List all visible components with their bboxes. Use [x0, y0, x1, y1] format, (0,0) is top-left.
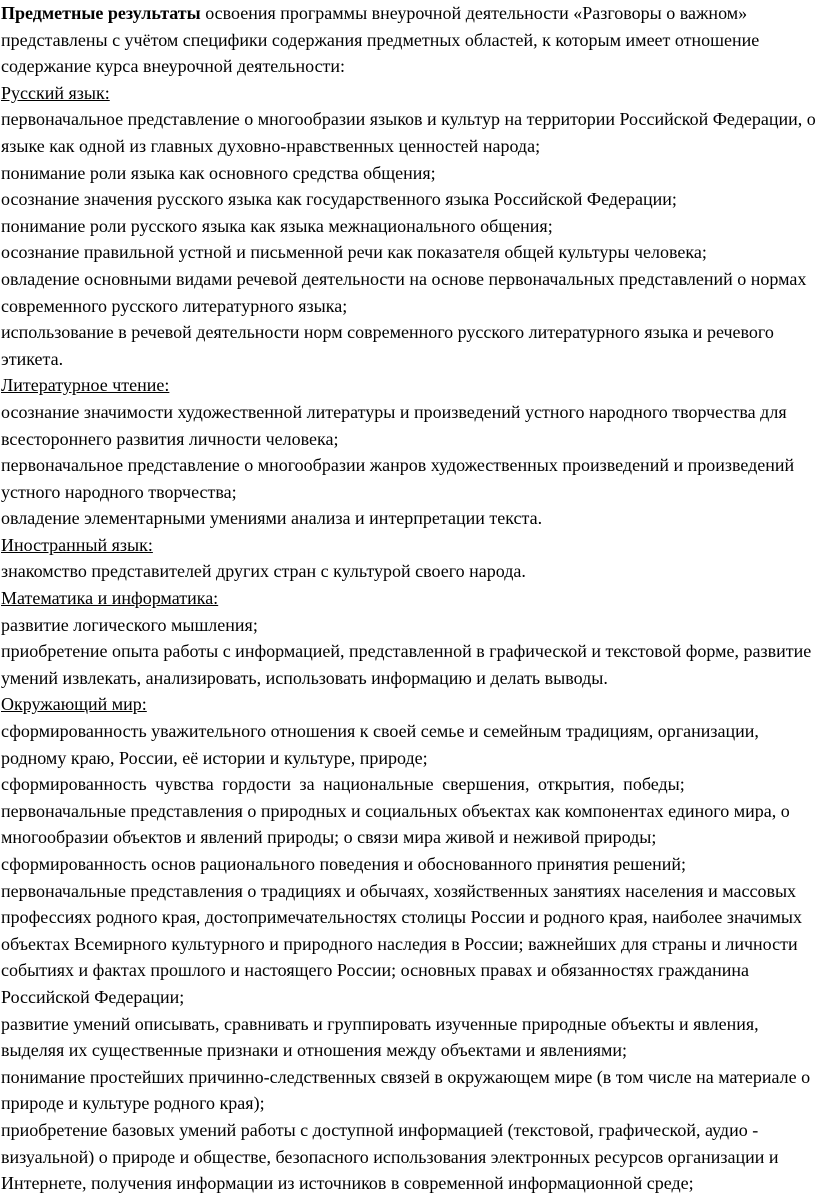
list-item: сформированность чувства гордости за национальные свершения, открытия, победы;	[1, 774, 685, 795]
list-item: первоначальное представление о многообразии жанров художественных произведений и произведений устного народного творчества;	[1, 455, 795, 502]
section-heading-world: Окружающий мир:	[1, 694, 147, 715]
intro-bold: Предметные результаты	[1, 3, 201, 23]
list-item: сформированность уважительного отношения к своей семье и семейным традициям, организации, родному краю, России, её истории и культуре, природе;	[1, 721, 759, 768]
list-item: приобретение базовых умений работы с доступной информацией (текстовой, графической, аудио - визуальной) о природе и обществе, безопасного использования электронных ресурсов организации и Интернете, получения информации из источников в современной информационной среде;	[1, 1119, 779, 1194]
section-heading-literature: Литературное чтение:	[1, 375, 170, 396]
list-item: первоначальные представления о природных и социальных объектах как компонентах единого мира, о многообразии объектов и явлений природы; о связи мира живой и неживой природы;	[1, 800, 790, 848]
list-item: первоначальное представление о многообразии языков и культур на территории Российской Федерации, о языке как одной из главных духовно-нравственных ценностей народа;	[1, 109, 816, 156]
list-item: осознание правильной устной и письменной речи как показателя общей культуры человека;	[1, 242, 707, 263]
list-item: сформированность основ рационального поведения и обоснованного принятия решений;	[1, 854, 686, 874]
list-item: знакомство представителей других стран с культурой своего народа.	[1, 561, 526, 582]
section-heading-russian: Русский язык:	[1, 82, 110, 103]
list-item: приобретение опыта работы с информацией, представленной в графической и текстовой форме, развитие умений извлекать, анализировать, использовать информацию и делать выводы.	[1, 641, 812, 688]
list-item: понимание роли языка как основного средства общения;	[1, 162, 436, 183]
list-item: использование в речевой деятельности норм современного русского литературного языка и речевого этикета.	[1, 322, 774, 369]
section-heading-foreign-language: Иностранный язык:	[1, 534, 153, 555]
list-item: развитие логического мышления;	[1, 614, 258, 635]
list-item: осознание значения русского языка как государственного языка Российской Федерации;	[1, 189, 677, 210]
list-item: первоначальные представления о традициях и обычаях, хозяйственных занятиях населения и массовых профессиях родного края, достопримечательностях столицы России и родного края, наиболее значимых объектах Всемирного культурного и природного наследия в России; важнейших для страны и личности событиях и фактах прошлого и настоящего России; основных правах и обязанностях гражданина Российской Федерации;	[1, 880, 803, 1007]
list-item: понимание роли русского языка как языка межнационального общения;	[1, 215, 553, 236]
list-item: овладение элементарными умениями анализа и интерпретации текста.	[1, 508, 543, 529]
list-item: овладение основными видами речевой деятельности на основе первоначальных представлений о нормах современного русского литературного языка;	[1, 268, 807, 316]
intro-paragraph	[1, 0, 816, 80]
list-item: развитие умений описывать, сравнивать и группировать изученные природные объекты и явления, выделяя их существенные признаки и отношения между объектами и явлениями;	[1, 1013, 759, 1061]
list-item: осознание значимости художественной литературы и произведений устного народного творчества для всестороннего развития личности человека;	[1, 401, 787, 449]
intro-text: освоения программы внеурочной деятельности «Разговоры о важном» представлены с учётом специфики содержания предметных областей, к которым имеет отношение содержание курса внеурочной деятельности:	[1, 3, 760, 77]
section-heading-math: Математика и информатика:	[1, 588, 219, 609]
list-item: понимание простейших причинно-следственных связей в окружающем мире (в том числе на материале о природе и культуре родного края);	[1, 1066, 811, 1114]
